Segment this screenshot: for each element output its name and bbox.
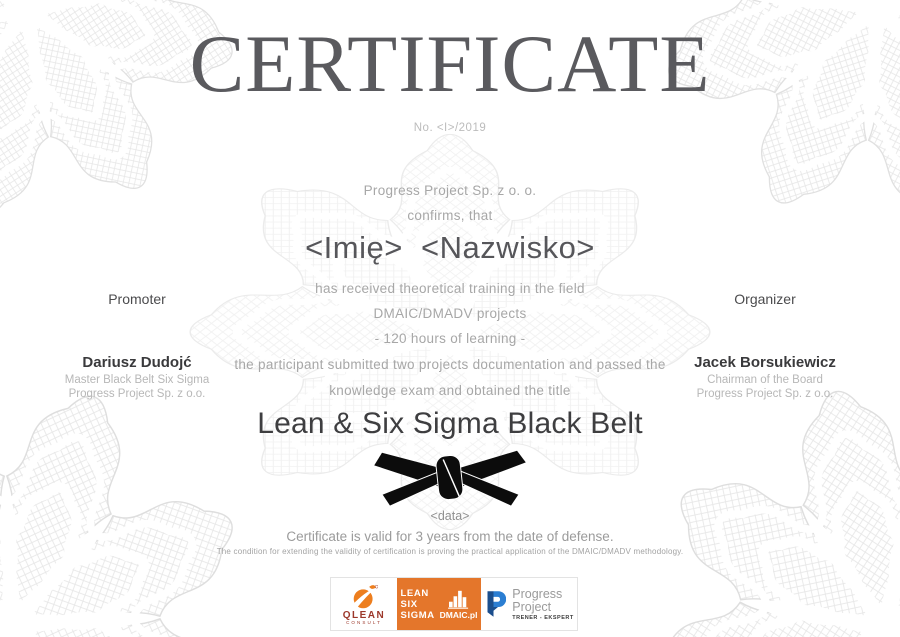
promoter-role: Master Black Belt Six Sigma (64, 374, 210, 386)
qlean-subtitle: CONSULT (346, 620, 382, 625)
defense-date-placeholder: <data> (430, 509, 470, 523)
histogram-icon (448, 589, 470, 609)
promoter-label: Promoter (108, 291, 166, 307)
lean-six-sigma-dmaic-logo (397, 578, 481, 630)
progress-wordmark-line1: Progress (512, 586, 563, 601)
body-line: has received theoretical training in the field (315, 281, 585, 296)
promoter-name: Dariusz Dudojć (82, 354, 192, 371)
certificate-number: No. <I>/2019 (413, 122, 487, 134)
organizer-label: Organizer (734, 291, 796, 307)
validity-line: Certificate is valid for 3 years from the date of defense. (286, 529, 614, 544)
progress-wordmark-line2: Project (512, 599, 552, 614)
awarded-title: Lean & Six Sigma Black Belt (257, 407, 643, 440)
body-line: - 120 hours of learning - (374, 331, 526, 346)
belt-graphic-wrap (0, 443, 900, 511)
organizer-company: Progress Project Sp. z o.o. (696, 388, 834, 400)
lean-six-sigma-wordmark: LEAN SIX SIGMA (400, 587, 435, 621)
black-belt-icon (372, 443, 528, 511)
confirms-line: confirms, that (407, 208, 493, 223)
qlean-consult-logo (331, 578, 397, 630)
progress-project-logo (481, 578, 577, 630)
recipient-name-placeholder: <Imię> <Nazwisko> (305, 230, 595, 265)
validity-condition-line: The condition for extending the validity of certification is proving the practical application of the DMAIC/DMADV methodology. (216, 547, 684, 556)
promoter-company: Progress Project Sp. z o.o. (68, 388, 206, 400)
body-line: DMAIC/DMADV projects (373, 306, 527, 321)
certificate-title: CERTIFICATE (189, 18, 711, 109)
progress-p-icon (484, 589, 506, 619)
organizer-name: Jacek Borsukiewicz (694, 354, 836, 371)
body-line: knowledge exam and obtained the title (329, 383, 571, 398)
organizer-signature-block (655, 355, 875, 401)
promoter-signature-block (27, 355, 247, 401)
qlean-wordmark: QLEAN (342, 610, 386, 621)
issuer-line: Progress Project Sp. z o. o. (363, 183, 537, 198)
dmaic-site-label: DMAIC.pl (439, 609, 478, 620)
footer-logos-strip (330, 577, 578, 631)
qlean-logo-icon (351, 584, 378, 611)
body-line: the participant submitted two projects documentation and passed the (234, 357, 666, 372)
progress-subtitle: TRENER - EKSPERT (512, 614, 574, 621)
organizer-role: Chairman of the Board (707, 374, 823, 386)
